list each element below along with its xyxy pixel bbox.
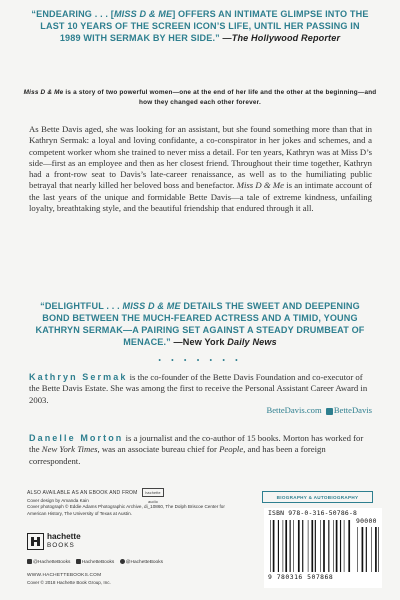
barcode-bar [311,520,313,572]
barcode-bar [357,527,358,572]
quote-text-cont: ] OFFERS AN INTIMATE GLIMPSE INTO THE LAST 10 YEARS OF THE SCREEN ICON’S LIFE, UNTIL HER PASSING IN 1989 WITH SERMAK BY HER SIDE.” [40,9,369,43]
description-paragraph [29,124,372,214]
author-bio-text: is the co-founder of the Bette Davis Foundation and co-executor of the Bette Davis Estate. She was among the first to receive the Personal Assistant Career Award in 2003. [29,372,368,405]
category-label: BIOGRAPHY & AUTOBIOGRAPHY [262,491,373,503]
publisher-name: hachette [47,532,81,541]
barcode-bar [328,520,329,572]
review-quote-daily-news [30,300,370,348]
barcode-bar [371,527,372,572]
barcode-bar [366,527,367,572]
isbn-label: ISBN 978-0-316-50786-8 [268,509,358,517]
publisher-website[interactable]: WWW.HACHETTEBOOKS.COM [27,573,102,578]
price-barcode [357,527,379,572]
description-part-2: is an intimate account of the last years of the unique and formidable Bette Davis—a tale of extreme kindness, unfailing loyalty, breathtaking style, and the beautiful friendship that endured through it all. [29,180,372,214]
barcode-bar [315,520,316,572]
barcode-bar [362,527,364,572]
instagram-icon [120,559,125,564]
quote-text: “DELIGHTFUL . . . [40,301,123,311]
quote-text: “ENDEARING . . . [ [31,9,114,19]
author-bio-text: is a journalist and the co-author of 15 books. Morton has worked for the [29,433,364,455]
barcode-bar [285,520,287,572]
publisher-logo [27,531,97,553]
facebook-icon [76,559,81,564]
barcode-bar [273,520,275,572]
also-available-text: ALSO AVAILABLE AS AN EBOOK AND FROM [27,489,138,496]
copyright-notice: Cover © 2018 Hachette Book Group, Inc. [27,580,111,585]
hachette-audio-logo: hachette audio [142,488,164,497]
barcode-bar [270,520,271,572]
quote-book-title: MISS D & ME [113,9,173,19]
hachette-mark-icon [27,533,44,550]
description-book-title: Miss D & Me [236,180,284,191]
isbn-barcode [264,508,382,588]
author-bio-text: , and has been a foreign correspondent. [29,444,326,466]
tagline [20,88,380,108]
barcode-bar [320,520,321,572]
publisher-imprint: BOOKS [47,542,75,549]
quote-attribution: —New York [170,337,228,347]
tagline-title: Miss D & Me [23,89,64,96]
facebook-handle[interactable]: HachetteBooks [81,559,115,565]
facebook-link[interactable]: BetteDavis [333,405,372,415]
quote-book-title: MISS D & ME [122,301,181,311]
barcode-bar [340,520,341,572]
ean-digits: 9 780316 507868 [268,573,334,581]
barcode-bar [293,520,294,572]
review-quote-hollywood-reporter [30,8,370,44]
author-name: Kathryn Sermak [29,372,128,382]
ean-barcode [270,520,352,572]
barcode-bar [278,520,279,572]
author-bio-sermak [29,372,372,406]
barcode-bar [323,520,325,572]
twitter-icon [27,559,32,564]
publication-name: People [219,444,244,455]
barcode-bar [336,520,338,572]
cover-credits [27,498,227,517]
quote-attribution: —The Hollywood Reporter [222,33,341,43]
barcode-bar [348,520,350,572]
barcode-bar [283,520,284,572]
tagline-text: is a story of two powerful women—one at the end of her life and the other at the beginning—and how they changed each other forever. [63,89,377,106]
author-bio-text: , was an associate bureau chief for [97,444,220,455]
facebook-icon [326,408,333,415]
author-bio-morton [29,433,372,467]
barcode-bar [375,527,377,572]
barcode-bar [333,520,334,572]
barcode-bar [308,520,309,572]
barcode-bar [290,520,291,572]
cover-photo-credit: Cover photograph © Eddie Adams Photographic Archive, di_10860, The Dolph Briscoe Center for American History, The University of Texas at Austin. [27,504,225,516]
quote-attribution-italic: Daily News [227,337,277,347]
description-part-1: As Bette Davis aged, she was looking for an assistant, but she found something more than that in Kathryn Sermak: a loyal and loving confidante, a co-conspirator in her jokes and schemes, and a competent worker whom she trained to never miss a detail. For ten years, Kathryn was at Miss D’s side—first as an employee and then as her closest friend. Throughout their time together, Kathryn had a front-row seat to Davis’s late-career renaissance, as well as to the humiliating public betrayal that nearly killed her beloved boss and benefactor. [29,124,372,191]
barcode-bar [302,520,303,572]
price-code: 90000 [356,517,377,525]
barcode-bar [298,520,300,572]
publisher-social [27,559,167,565]
publication-name: New York Times [41,444,98,455]
cover-design-credit: Cover design by Amanda Kain [27,498,89,503]
quote-text-cont: DETAILS THE SWEET AND DEEPENING BOND BETWEEN THE MUCH-FEARED ACTRESS AND A TIMID, YOUNG KATHRYN SERMAK—A PAIRING SET AGAINST A STEADY DRUMBEAT OF MENACE.” [35,301,365,347]
section-divider: • • • • • • • [158,356,242,365]
author-name: Danelle Morton [29,433,124,443]
instagram-handle[interactable]: @HachetteBooks [125,559,164,565]
website-link[interactable]: BetteDavis.com [266,405,322,415]
twitter-handle[interactable]: @HachetteBooks [33,559,71,565]
author-links [263,405,372,415]
barcode-bar [344,520,345,572]
barcode-bar [378,527,379,572]
